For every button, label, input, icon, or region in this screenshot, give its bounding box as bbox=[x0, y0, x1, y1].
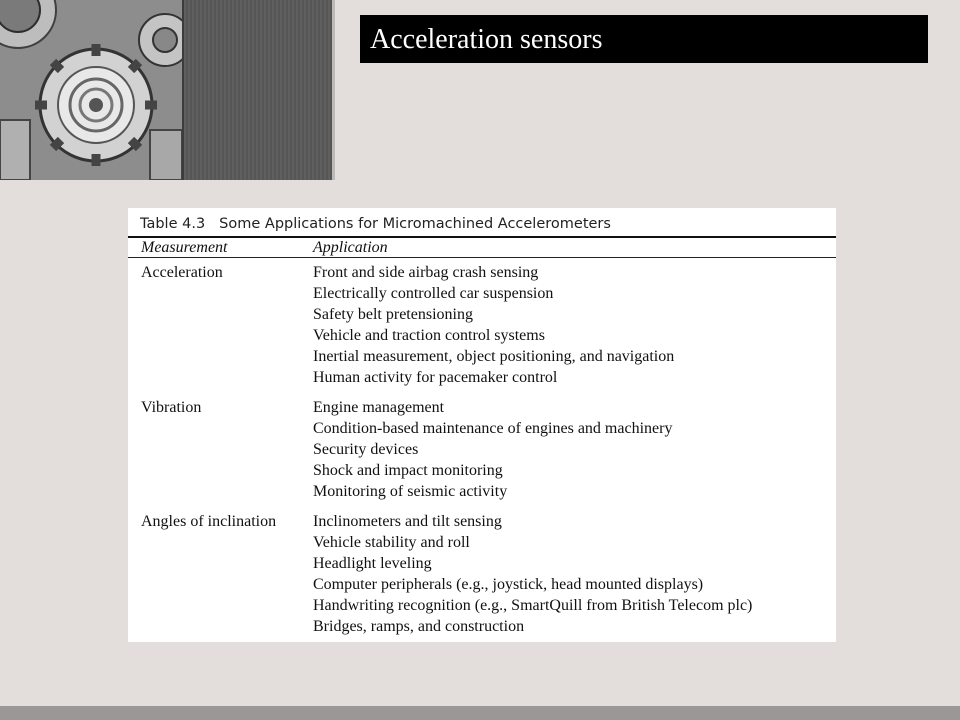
table-caption-text: Some Applications for Micromachined Accelerometers bbox=[219, 216, 611, 232]
dark-band-decoration bbox=[182, 0, 334, 180]
application-list bbox=[313, 397, 836, 502]
application-item: Vehicle and traction control systems bbox=[313, 327, 545, 344]
table-row-group bbox=[128, 397, 836, 502]
application-item: Bridges, ramps, and construction bbox=[313, 618, 525, 635]
application-item: Safety belt pretensioning bbox=[313, 306, 473, 323]
table-body bbox=[128, 258, 836, 637]
slide-title bbox=[360, 15, 928, 63]
application-item: Engine management bbox=[313, 399, 445, 416]
measurement-cell: Angles of inclination bbox=[141, 513, 277, 530]
application-item: Vehicle stability and roll bbox=[313, 534, 470, 551]
divider bbox=[332, 0, 335, 180]
gears-illustration bbox=[0, 0, 182, 180]
application-item: Monitoring of seismic activity bbox=[313, 483, 508, 500]
application-item: Front and side airbag crash sensing bbox=[313, 264, 539, 281]
table-row-group bbox=[128, 262, 836, 388]
table-header-row bbox=[128, 238, 836, 258]
header-application: Application bbox=[313, 239, 388, 256]
application-item: Inertial measurement, object positioning, and navigation bbox=[313, 348, 675, 365]
slide-title-text: Acceleration sensors bbox=[370, 24, 603, 55]
footer-strip bbox=[0, 706, 960, 720]
measurement-cell: Vibration bbox=[141, 399, 202, 416]
application-item: Headlight leveling bbox=[313, 555, 432, 572]
measurement-cell: Acceleration bbox=[141, 264, 223, 281]
gears-image bbox=[0, 0, 182, 180]
application-item: Security devices bbox=[313, 441, 419, 458]
application-item: Human activity for pacemaker control bbox=[313, 369, 558, 386]
application-item: Condition-based maintenance of engines and machinery bbox=[313, 420, 673, 437]
table-row-group bbox=[128, 511, 836, 637]
applications-table bbox=[128, 208, 836, 642]
application-item: Electrically controlled car suspension bbox=[313, 285, 554, 302]
table-caption bbox=[128, 214, 836, 238]
application-item: Handwriting recognition (e.g., SmartQuill from British Telecom plc) bbox=[313, 597, 753, 614]
header-measurement: Measurement bbox=[141, 239, 228, 256]
application-list bbox=[313, 262, 836, 388]
application-list bbox=[313, 511, 836, 637]
table-number: Table 4.3 bbox=[140, 216, 206, 232]
application-item: Inclinometers and tilt sensing bbox=[313, 513, 502, 530]
application-item: Shock and impact monitoring bbox=[313, 462, 503, 479]
application-item: Computer peripherals (e.g., joystick, head mounted displays) bbox=[313, 576, 704, 593]
